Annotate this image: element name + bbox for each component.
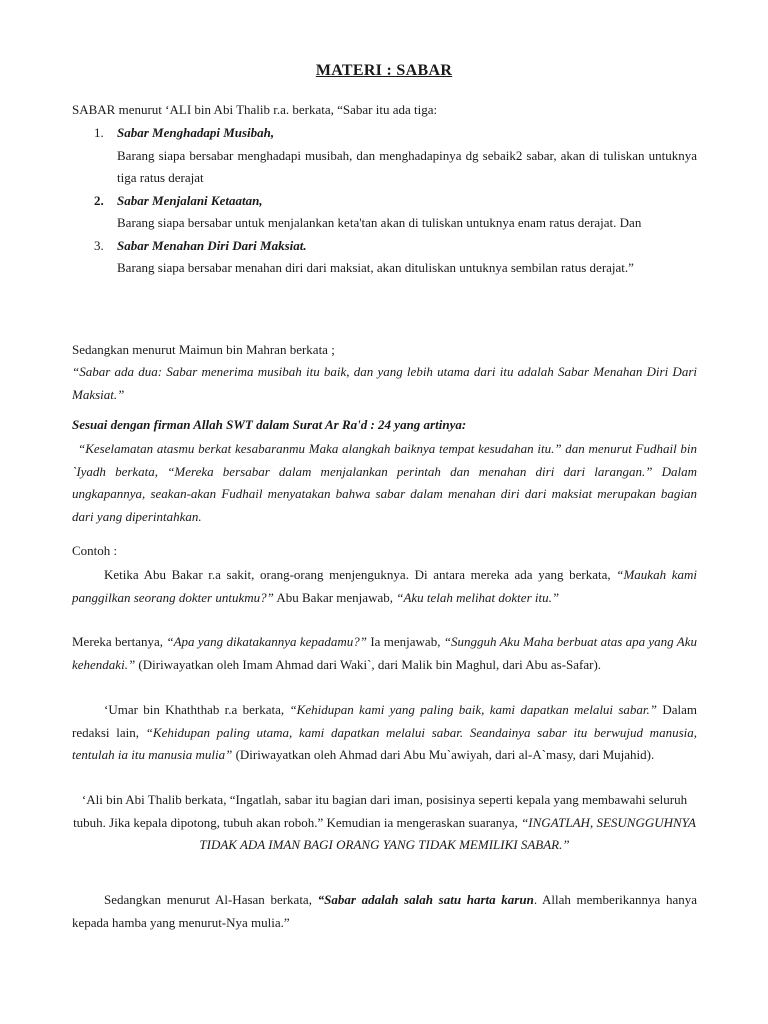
list-item xyxy=(72,235,697,280)
example-text: ‘Ali bin Abi Thalib berkata, “Ingatlah, sabar itu bagian dari iman, posisinya seperti kepala yang membawahi seluruh tubuh. Jika kepala dipotong, tubuh akan roboh.” Kemudian ia mengeraskan suaranya, xyxy=(73,792,688,830)
example-quote: “Apa yang dikatakannya kepadamu?” xyxy=(166,634,368,649)
list-item xyxy=(72,190,697,235)
list-item-heading: Sabar Menghadapi Musibah, xyxy=(117,125,275,140)
example-text: Ia menjawab, xyxy=(367,634,444,649)
maimun-intro: Sedangkan menurut Maimun bin Mahran berkata ; xyxy=(72,342,335,357)
example-text: (Diriwayatkan oleh Imam Ahmad dari Waki`, dari Malik bin Maghul, dari Abu as-Safar). xyxy=(135,656,602,672)
example-abu-bakar xyxy=(72,564,697,609)
example-umar xyxy=(72,699,697,767)
example-text: ‘Umar bin Khaththab r.a berkata, xyxy=(104,702,290,717)
intro-text: SABAR menurut ‘ALI bin Abi Thalib r.a. berkata, “Sabar itu ada tiga: xyxy=(72,102,438,117)
list-number: 3. xyxy=(94,237,104,253)
example-mereka-bertanya xyxy=(72,631,697,676)
example-text: Abu Bakar menjawab, xyxy=(273,589,397,605)
list-number: 1. xyxy=(94,125,104,140)
example-quote: “Maukah kami panggilkan seorang dokter untukmu?” xyxy=(72,567,697,605)
example-quote: “Kehidupan paling utama, kami dapatkan melalui sabar. Seandainya sabar itu berwujud manusia, tentulah ia itu manusia mulia” xyxy=(72,724,697,762)
list-number: 2. xyxy=(94,192,104,208)
page-title: MATERI : SABAR xyxy=(315,62,453,79)
example-text: Mereka bertanya, xyxy=(72,634,167,649)
maimun-quote: “Sabar ada dua: Sabar menerima musibah itu baik, dan yang lebih utama dari itu adalah Sabar Menahan Diri Dari Maksiat.” xyxy=(72,364,697,402)
example-quote: “Kehidupan kami yang paling baik, kami dapatkan melalui sabar.” xyxy=(289,702,658,717)
firman-text: “Keselamatan atasmu berkat kesabaranmu Maka alangkah baiknya tempat kesudahan itu.” dan menurut Fudhail bin `Iyadh berkata, “Mereka bersabar dalam menjalankan perintah dan menahan diri dari larangan.” Dalam ungkapannya, seakan-akan Fudhail menyatakan bahwa sabar dalam menahan diri dari maksiat merupakan bagian dari yang diperintahkan. xyxy=(72,441,697,524)
list-item-body: Barang siapa bersabar untuk menjalankan keta'tan akan di tuliskan untuknya enam ratus derajat. Dan xyxy=(117,215,642,230)
example-quote: “Sungguh Aku Maha berbuat atas apa yang Aku kehendaki.” xyxy=(72,634,697,672)
list-item xyxy=(72,122,697,190)
example-text: Dalam redaksi lain, xyxy=(72,702,698,740)
example-text: Ketika Abu Bakar r.a sakit, orang-orang menjenguknya. Di antara mereka ada yang berkata, xyxy=(104,567,617,582)
contoh-label: Contoh : xyxy=(72,543,118,558)
example-al-hasan xyxy=(72,889,697,934)
firman-heading: Sesuai dengan firman Allah SWT dalam Surat Ar Ra'd : 24 yang artinya: xyxy=(72,417,467,432)
example-text: Sedangkan menurut Al-Hasan berkata, xyxy=(104,892,318,907)
list-item-body: Barang siapa bersabar menghadapi musibah, dan menghadapinya dg sebaik2 sabar, akan di tuliskan untuknya tiga ratus derajat xyxy=(117,147,697,185)
list-item-heading: Sabar Menahan Diri Dari Maksiat. xyxy=(117,237,307,253)
sabar-list xyxy=(72,122,697,280)
example-text: . Allah memberikannya hanya kepada hamba yang menurut-Nya mulia.” xyxy=(72,892,698,930)
example-quote: “INGATLAH, SESUNGGUHNYA TIDAK ADA IMAN BAGI ORANG YANG TIDAK MEMILIKI SABAR.” xyxy=(199,814,696,852)
example-text: (Diriwayatkan oleh Ahmad dari Abu Mu`awiyah, dari al-A`masy, dari Mujahid). xyxy=(232,747,655,762)
list-item-heading: Sabar Menjalani Ketaatan, xyxy=(117,192,263,208)
example-quote: “Sabar adalah salah satu harta karun xyxy=(317,892,534,907)
list-item-body: Barang siapa bersabar menahan diri dari maksiat, akan dituliskan untuknya sembilan ratus derajat.” xyxy=(117,260,634,275)
example-ali xyxy=(72,789,697,857)
example-quote: “Aku telah melihat dokter itu.” xyxy=(396,589,560,605)
